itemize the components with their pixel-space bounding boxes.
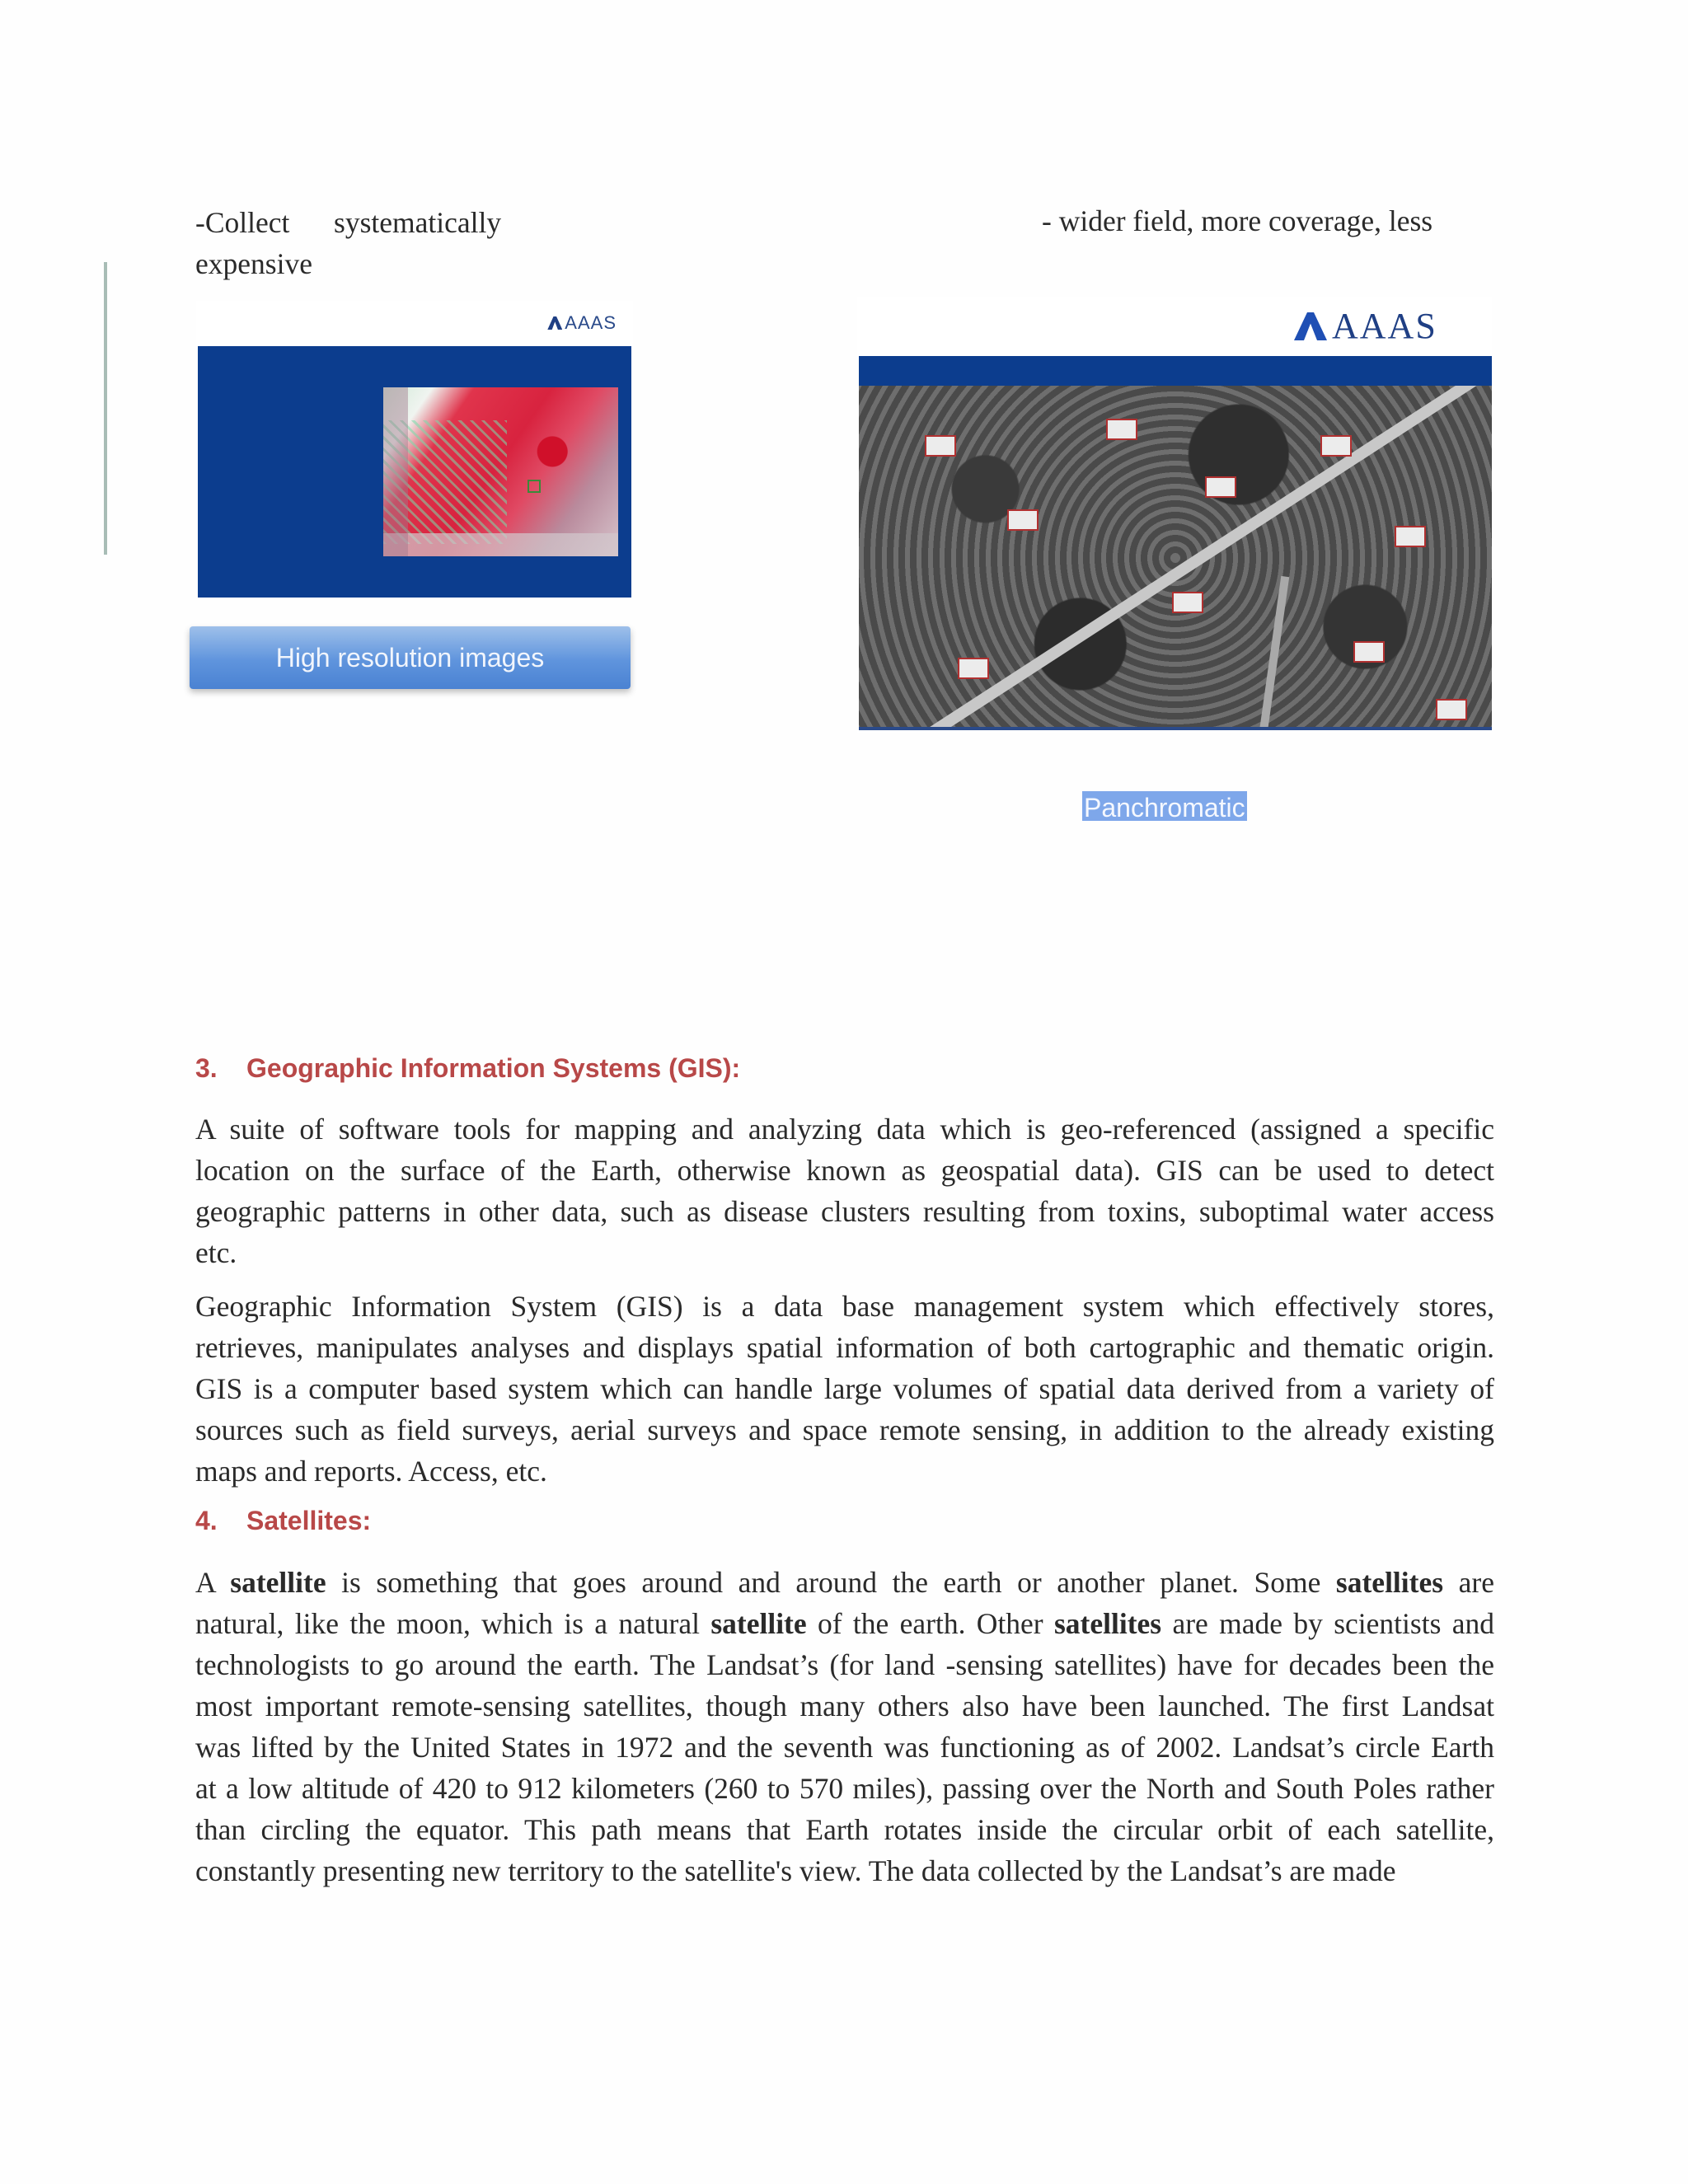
bold-term: satellites: [1053, 1607, 1162, 1640]
aaas-logo-large-text: AAAS: [1332, 306, 1437, 346]
paragraph-line: most important remote-sensing satellites, though many others also have been launched. The first Landsat: [195, 1690, 1494, 1722]
panchromatic-caption: Panchromatic: [1084, 793, 1245, 823]
paragraph-line: sources such as field surveys, aerial surveys and space remote sensing, in addition to the already existing: [195, 1413, 1494, 1446]
building: [1320, 435, 1352, 457]
false-color-satellite-image: [383, 387, 618, 556]
expensive-label: expensive: [195, 247, 312, 280]
section-3-heading: [195, 1053, 740, 1084]
building: [1106, 419, 1137, 440]
systematically-label: systematically: [334, 206, 502, 239]
satellites-paragraph: [195, 1562, 1494, 1891]
aaas-logo-text: AAAS: [565, 312, 617, 333]
bold-term: satellite: [230, 1566, 326, 1599]
building: [1395, 526, 1426, 547]
gis-paragraph-1: [195, 1108, 1494, 1273]
paragraph-line: maps and reports. Access, etc.: [195, 1455, 547, 1488]
building: [925, 435, 956, 457]
selection-square: [528, 480, 541, 493]
building: [1205, 476, 1236, 498]
section-3-title: Geographic Information Systems (GIS):: [246, 1053, 741, 1083]
paragraph-line: at a low altitude of 420 to 912 kilometers (260 to 570 miles), passing over the North and South Poles rather: [195, 1772, 1494, 1805]
aaas-logo-large: [1294, 305, 1437, 347]
paragraph-line: [195, 1603, 1494, 1644]
section-4-title: Satellites:: [246, 1506, 372, 1535]
building: [1353, 641, 1385, 663]
bold-term: satellite: [710, 1607, 807, 1640]
road-vertical: [1245, 576, 1289, 730]
high-resolution-caption: High resolution images: [190, 626, 631, 689]
paragraph-line: technologists to go around the earth. The Landsat’s (for land -sensing satellites) have for decades been the: [195, 1648, 1494, 1681]
paragraph-line: location on the surface of the Earth, otherwise known as geospatial data). GIS can be used to detect: [195, 1154, 1494, 1187]
text-run: is something that goes around and around the earth or another planet. Some: [326, 1566, 1336, 1599]
building: [1172, 592, 1203, 613]
building: [1007, 509, 1039, 531]
paragraph-line: [195, 1562, 1494, 1603]
aaas-logo: [547, 312, 617, 334]
blue-panel: [198, 346, 631, 598]
paragraph-line: than circling the equator. This path means that Earth rotates inside the circular orbit of each satellite,: [195, 1813, 1494, 1846]
panchromatic-figure: [857, 297, 1492, 733]
paragraph-line: was lifted by the United States in 1972 and the seventh was functioning as of 2002. Landsat’s circle Earth: [195, 1731, 1494, 1764]
section-4-number: 4.: [195, 1506, 218, 1535]
bold-term: satellites: [1335, 1566, 1444, 1599]
blue-header-bar: [859, 356, 1492, 387]
section-3-number: 3.: [195, 1053, 218, 1083]
building: [958, 658, 989, 679]
paragraph-line: retrieves, manipulates analyses and displays spatial information of both cartographic and thematic origin.: [195, 1331, 1494, 1364]
building: [1436, 699, 1467, 720]
image-bottom-border: [859, 727, 1492, 730]
paragraph-line: A suite of software tools for mapping and analyzing data which is geo-referenced (assigned a specific: [195, 1113, 1494, 1146]
revision-change-bar: [104, 262, 107, 555]
aaas-logo-icon: [547, 316, 562, 330]
high-resolution-figure: [196, 301, 633, 598]
panchromatic-satellite-image: [859, 386, 1492, 730]
text-run: of the earth. Other: [806, 1607, 1054, 1640]
wider-field-label: - wider field, more coverage, less: [1042, 204, 1433, 237]
paragraph-line: constantly presenting new territory to the satellite's view. The data collected by the Landsat’s are made: [195, 1854, 1396, 1887]
paragraph-line: geographic patterns in other data, such as disease clusters resulting from toxins, suboptimal water access: [195, 1195, 1494, 1228]
paragraph-line: etc.: [195, 1236, 237, 1269]
aaas-logo-large-icon: [1294, 312, 1327, 340]
collect-label: -Collect: [195, 206, 290, 239]
paragraph-line: Geographic Information System (GIS) is a data base management system which effectively stores,: [195, 1290, 1494, 1323]
text-run: are made by scientists and: [1161, 1607, 1494, 1640]
paragraph-line: GIS is a computer based system which can handle large volumes of spatial data derived from a variety of: [195, 1372, 1494, 1405]
gis-paragraph-2: [195, 1286, 1494, 1492]
section-4-heading: [195, 1506, 371, 1536]
text-run: A: [195, 1566, 231, 1599]
text-run: are: [1443, 1566, 1494, 1599]
text-run: natural, like the moon, which is a natural: [195, 1607, 711, 1640]
